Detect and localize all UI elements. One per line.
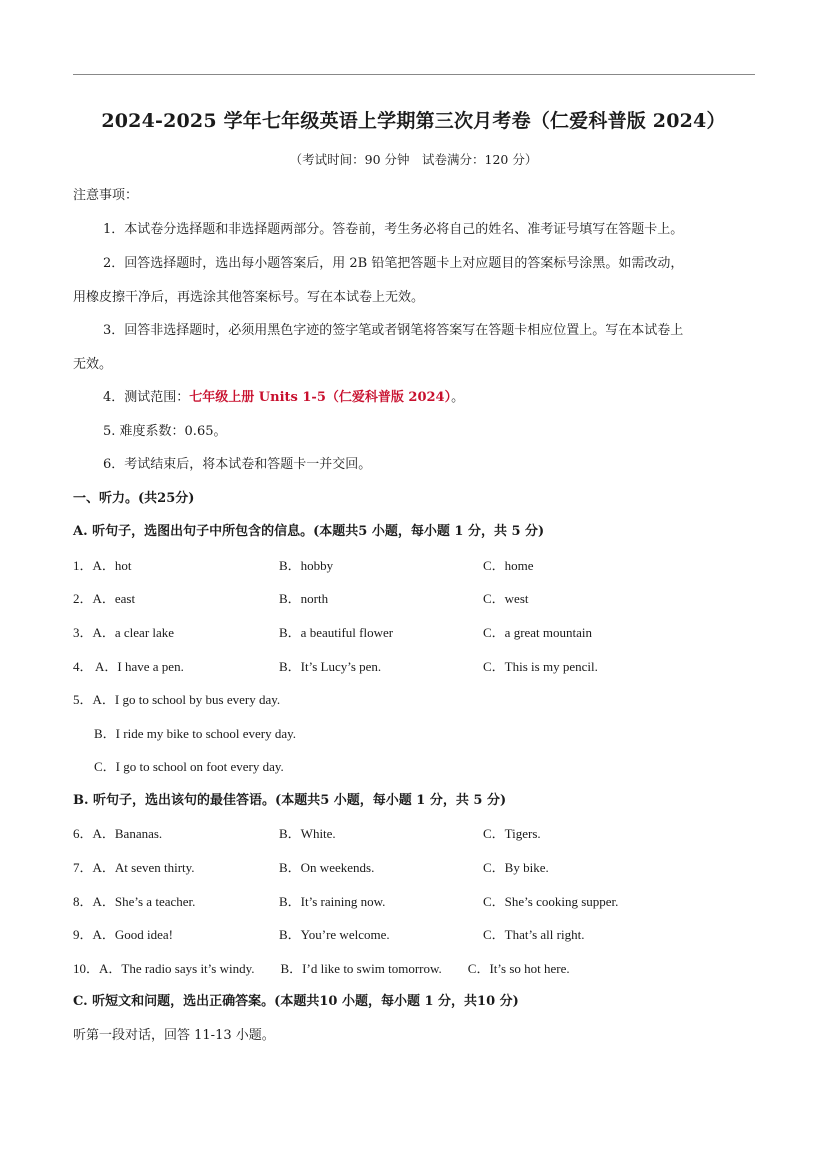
- q4-option-a: 4． A．I have a pen.: [73, 659, 184, 674]
- note-4-prefix: 4．测试范围：: [103, 390, 190, 405]
- q4-option-b: B．It’s Lucy’s pen.: [279, 659, 382, 674]
- part-b-heading: B. 听句子，选出该句的最佳答语。(本题共5 小题，每小题 1 分，共 5 分): [73, 793, 507, 808]
- q2-option-c: C．west: [483, 591, 529, 606]
- page-title: 2024-2025 学年七年级英语上学期第三次月考卷（仁爱科普版 2024）: [101, 110, 726, 132]
- note-1: 1．本试卷分选择题和非选择题两部分。答卷前，考生务必将自己的姓名、准考证号填写在答题卡上。: [103, 222, 684, 237]
- q9-option-c: C．That’s all right.: [483, 927, 585, 942]
- note-3b: 无效。: [73, 357, 113, 372]
- q2-option-b: B．north: [279, 591, 329, 606]
- q7-option-b: B．On weekends.: [279, 860, 375, 875]
- section-listening: 一、听力。(共25分): [73, 491, 195, 506]
- q10-options: 10．A．The radio says it’s windy. B．I’d like to swim tomorrow. C．It’s so hot here.: [73, 961, 570, 976]
- part-c-intro: 听第一段对话，回答 11-13 小题。: [73, 1028, 275, 1043]
- notes-heading: 注意事项：: [73, 188, 139, 203]
- note-5: 5. 难度系数：0.65。: [103, 424, 227, 439]
- q8-option-b: B．It’s raining now.: [279, 894, 386, 909]
- q1-option-c: C．home: [483, 558, 534, 573]
- q5-option-c: C．I go to school on foot every day.: [94, 759, 284, 774]
- q5-option-a: 5．A．I go to school by bus every day.: [73, 692, 281, 707]
- q4-option-c: C．This is my pencil.: [483, 659, 598, 674]
- note-6: 6．考试结束后，将本试卷和答题卡一并交回。: [103, 457, 372, 472]
- q3-option-a: 3．A．a clear lake: [73, 625, 175, 640]
- note-4-suffix: 。: [451, 390, 465, 405]
- test-range: 七年级上册 Units 1-5（仁爱科普版 2024）: [189, 390, 452, 405]
- q2-option-a: 2．A．east: [73, 591, 136, 606]
- note-3a: 3．回答非选择题时，必须用黑色字迹的签字笔或者钢笔将答案写在答题卡相应位置上。写在本试卷上: [103, 323, 684, 338]
- note-2a: 2．回答选择题时，选出每小题答案后，用 2B 铅笔把答题卡上对应题目的答案标号涂黑。如需改动，: [103, 256, 684, 271]
- q6-option-a: 6．A．Bananas.: [73, 826, 163, 841]
- note-2b: 用橡皮擦干净后，再选涂其他答案标号。写在本试卷上无效。: [73, 290, 425, 305]
- q9-option-a: 9．A．Good idea!: [73, 927, 174, 942]
- q9-option-b: B．You’re welcome.: [279, 927, 390, 942]
- exam-info: （考试时间：90 分钟 试卷满分：120 分）: [289, 152, 538, 167]
- q6-option-c: C．Tigers.: [483, 826, 541, 841]
- header-rule: [73, 74, 755, 75]
- part-a-heading: A. 听句子，选图出句子中所包含的信息。(本题共5 小题，每小题 1 分，共 5 分): [73, 524, 545, 539]
- q5-option-b: B．I ride my bike to school every day.: [94, 726, 297, 741]
- q7-option-a: 7．A．At seven thirty.: [73, 860, 195, 875]
- q3-option-b: B．a beautiful flower: [279, 625, 394, 640]
- part-c-heading: C. 听短文和问题，选出正确答案。(本题共10 小题，每小题 1 分，共10 分): [73, 994, 519, 1009]
- q1-option-b: B．hobby: [279, 558, 334, 573]
- q8-option-a: 8．A．She’s a teacher.: [73, 894, 196, 909]
- q1-option-a: 1．A．hot: [73, 558, 132, 573]
- q3-option-c: C．a great mountain: [483, 625, 593, 640]
- q7-option-c: C．By bike.: [483, 860, 549, 875]
- note-4: [103, 386, 464, 405]
- q6-option-b: B．White.: [279, 826, 336, 841]
- q8-option-c: C．She’s cooking supper.: [483, 894, 619, 909]
